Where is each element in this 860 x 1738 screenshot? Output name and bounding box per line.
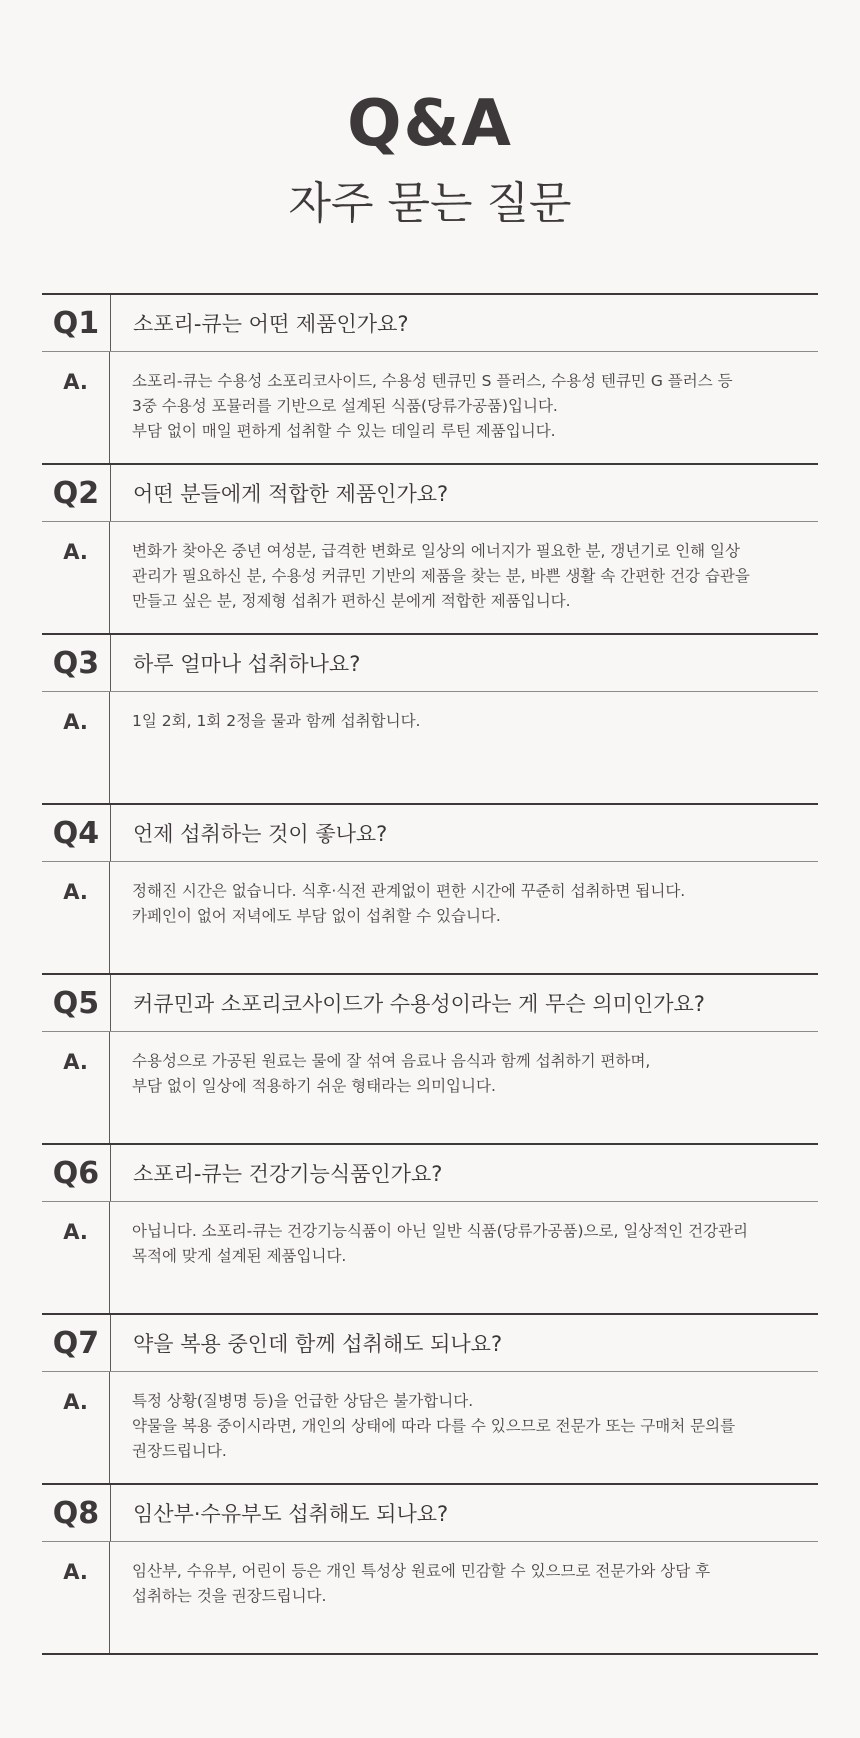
question-row (42, 975, 818, 1032)
faq-item (42, 975, 818, 1145)
question-row (42, 1315, 818, 1372)
answer-text (110, 522, 818, 633)
answer-label: A. (42, 1202, 110, 1313)
question-text: 약을 복용 중인데 함께 섭취해도 되나요? (133, 1332, 503, 1356)
answer-line: 정해진 시간은 없습니다. 식후·식전 관계없이 편한 시간에 꾸준히 섭취하면 됩니다. (132, 882, 686, 900)
question-number: Q2 (42, 465, 111, 521)
question-text: 커큐민과 소포리코사이드가 수용성이라는 게 무슨 의미인가요? (133, 992, 705, 1016)
answer-text (110, 1202, 818, 1313)
answer-text (110, 692, 818, 803)
question-text: 소포리-큐는 어떤 제품인가요? (133, 312, 409, 336)
question-row (42, 1145, 818, 1202)
answer-line: 카페인이 없어 저녁에도 부담 없이 섭취할 수 있습니다. (132, 907, 501, 925)
answer-label: A. (42, 522, 110, 633)
question-number: Q8 (42, 1485, 111, 1541)
question-row (42, 805, 818, 862)
answer-line: 1일 2회, 1회 2정을 물과 함께 섭취합니다. (132, 712, 421, 730)
answer-label: A. (42, 1542, 110, 1653)
question-row (42, 465, 818, 522)
answer-text (110, 862, 818, 973)
question-row (42, 635, 818, 692)
answer-text (110, 1032, 818, 1143)
answer-line: 권장드립니다. (132, 1442, 227, 1460)
answer-row (42, 352, 818, 463)
question-text: 임산부·수유부도 섭취해도 되나요? (133, 1502, 449, 1526)
question-number: Q6 (42, 1145, 111, 1201)
answer-row (42, 692, 818, 803)
answer-line: 관리가 필요하신 분, 수용성 커큐민 기반의 제품을 찾는 분, 바쁜 생활 속 간편한 건강 습관을 (132, 567, 750, 585)
answer-line: 수용성으로 가공된 원료는 물에 잘 섞여 음료나 음식과 함께 섭취하기 편하며, (132, 1052, 651, 1070)
faq-item (42, 1485, 818, 1655)
faq-item (42, 805, 818, 975)
faq-item (42, 465, 818, 635)
question-text: 어떤 분들에게 적합한 제품인가요? (133, 482, 449, 506)
answer-line: 부담 없이 매일 편하게 섭취할 수 있는 데일리 루틴 제품입니다. (132, 422, 556, 440)
answer-line: 목적에 맞게 설계된 제품입니다. (132, 1247, 347, 1265)
answer-label: A. (42, 352, 110, 463)
answer-row (42, 1542, 818, 1653)
page-subtitle: 자주 묻는 질문 (288, 178, 572, 229)
question-row (42, 1485, 818, 1542)
answer-text (110, 352, 818, 463)
answer-line: 섭취하는 것을 권장드립니다. (132, 1587, 327, 1605)
answer-text (110, 1372, 818, 1483)
answer-line: 부담 없이 일상에 적용하기 쉬운 형태라는 의미입니다. (132, 1077, 496, 1095)
answer-label: A. (42, 1372, 110, 1483)
question-text: 소포리-큐는 건강기능식품인가요? (133, 1162, 443, 1186)
answer-line: 임산부, 수유부, 어린이 등은 개인 특성상 원료에 민감할 수 있으므로 전문가와 상담 후 (132, 1562, 711, 1580)
question-number: Q3 (42, 635, 111, 691)
faq-item (42, 1145, 818, 1315)
answer-row (42, 1202, 818, 1313)
answer-line: 특정 상황(질병명 등)을 언급한 상담은 불가합니다. (132, 1392, 474, 1410)
answer-line: 변화가 찾아온 중년 여성분, 급격한 변화로 일상의 에너지가 필요한 분, 갱년기로 인해 일상 (132, 542, 741, 560)
answer-label: A. (42, 692, 110, 803)
answer-row (42, 1372, 818, 1483)
answer-line: 아닙니다. 소포리-큐는 건강기능식품이 아닌 일반 식품(당류가공품)으로, 일상적인 건강관리 (132, 1222, 749, 1240)
question-text: 하루 얼마나 섭취하나요? (133, 652, 361, 676)
page-title: Q&A (347, 87, 513, 161)
page-header (0, 0, 860, 232)
answer-row (42, 522, 818, 633)
answer-text (110, 1542, 818, 1653)
answer-line: 소포리-큐는 수용성 소포리코사이드, 수용성 텐큐민 S 플러스, 수용성 텐큐민 G 플러스 등 (132, 372, 733, 390)
answer-line: 약물을 복용 중이시라면, 개인의 상태에 따라 다를 수 있으므로 전문가 또는 구매처 문의를 (132, 1417, 736, 1435)
answer-line: 3중 수용성 포뮬러를 기반으로 설계된 식품(당류가공품)입니다. (132, 397, 558, 415)
question-number: Q7 (42, 1315, 111, 1371)
faq-item (42, 635, 818, 805)
faq-item (42, 295, 818, 465)
faq-item (42, 1315, 818, 1485)
faq-table (42, 293, 818, 1655)
answer-label: A. (42, 862, 110, 973)
answer-label: A. (42, 1032, 110, 1143)
question-row (42, 295, 818, 352)
answer-row (42, 862, 818, 973)
question-number: Q5 (42, 975, 111, 1031)
question-text: 언제 섭취하는 것이 좋나요? (133, 822, 388, 846)
answer-line: 만들고 싶은 분, 정제형 섭취가 편하신 분에게 적합한 제품입니다. (132, 592, 571, 610)
question-number: Q1 (42, 295, 111, 351)
answer-row (42, 1032, 818, 1143)
question-number: Q4 (42, 805, 111, 861)
